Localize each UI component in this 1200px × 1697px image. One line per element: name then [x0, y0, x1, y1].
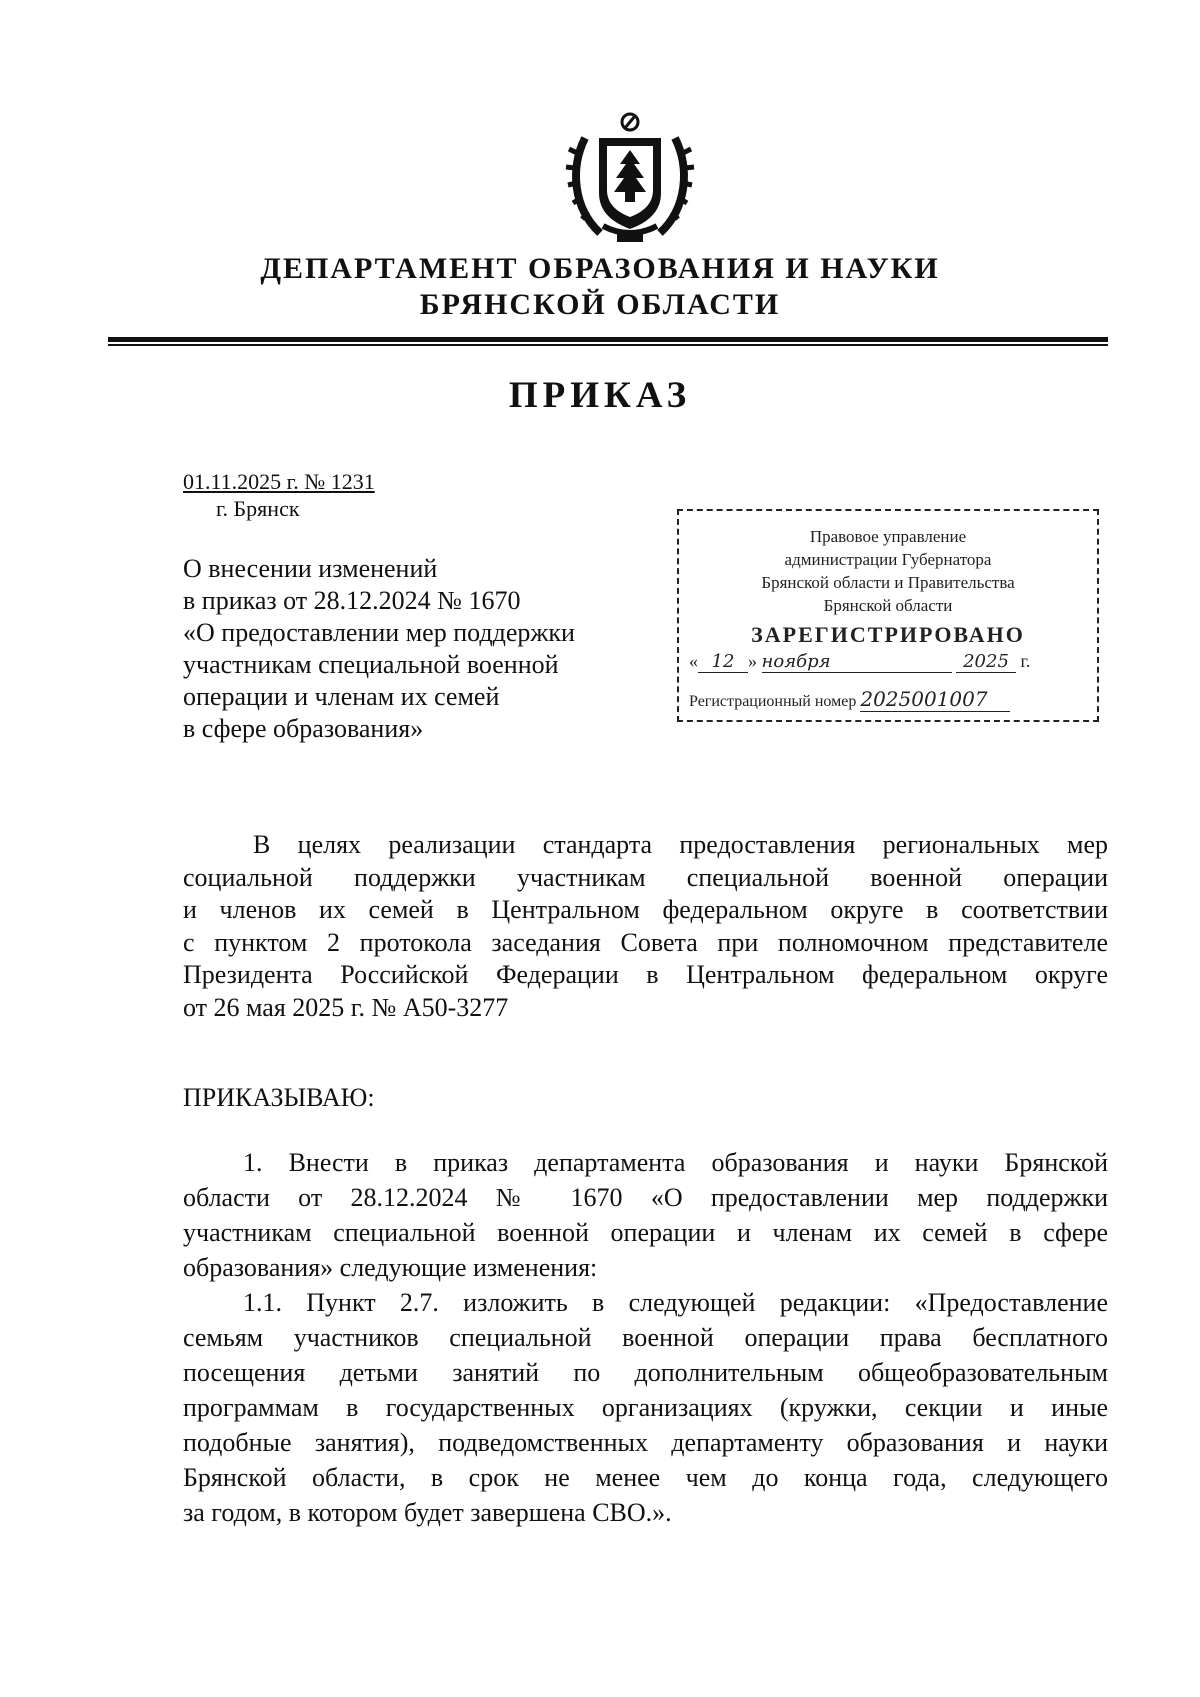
- registration-stamp: [677, 509, 1099, 722]
- item-1-line: 1. Внести в приказ департамента образования и науки Брянской: [243, 1148, 1108, 1177]
- item-1-1-paragraph: [183, 1285, 1108, 1530]
- stamp-authority-line: Правовое управление: [809, 527, 967, 546]
- stamp-date: « 12 » ноября 2025 г.: [689, 651, 1031, 672]
- subject-line: «О предоставлении мер поддержки: [183, 618, 575, 647]
- subject-line: участникам специальной военной: [183, 650, 559, 679]
- item-1-1-line: посещения детьми занятий по дополнительным общеобразовательным: [183, 1358, 1108, 1387]
- stamp-day: 12: [698, 651, 748, 673]
- subject-line: в приказ от 28.12.2024 № 1670: [183, 586, 521, 615]
- organization-name: ДЕПАРТАМЕНТ ОБРАЗОВАНИЯ И НАУКИ: [260, 252, 940, 285]
- city: г. Брянск: [216, 496, 300, 521]
- item-1-1-line: за годом, в котором будет завершена СВО.».: [183, 1498, 672, 1527]
- coat-of-arms-icon: [565, 108, 695, 248]
- item-1-line: образования» следующие изменения:: [183, 1253, 598, 1282]
- preamble-line: Президента Российской Федерации в Центральном федеральном округе: [183, 960, 1108, 989]
- subject-line: операции и членам их семей: [183, 682, 500, 711]
- item-1-1-line: программам в государственных организациях (кружки, секции и иные: [183, 1393, 1108, 1422]
- stamp-year: 2025: [956, 651, 1016, 673]
- item-1-paragraph: [183, 1145, 1108, 1285]
- stamp-reg-label: Регистрационный номер: [689, 693, 857, 710]
- stamp-month: ноября: [762, 651, 952, 673]
- header-divider: [108, 337, 1108, 342]
- document-title: ПРИКАЗ: [508, 375, 692, 416]
- preamble-line: от 26 мая 2025 г. № А50-3277: [183, 992, 509, 1022]
- item-1-1-line: 1.1. Пункт 2.7. изложить в следующей редакции: «Предоставление: [243, 1288, 1108, 1317]
- preamble-line: с пунктом 2 протокола заседания Совета при полномочном представителе: [183, 927, 1108, 957]
- preamble-paragraph: [183, 829, 1108, 1024]
- command-word: ПРИКАЗЫВАЮ:: [183, 1083, 375, 1112]
- stamp-authority-line: Брянской области: [823, 596, 953, 615]
- item-1-line: участникам специальной военной операции и членам их семей в сфере: [183, 1218, 1108, 1247]
- stamp-reg-number: 2025001007: [860, 687, 1010, 712]
- item-1-line: области от 28.12.2024 № 1670 «О предоставлении мер поддержки: [183, 1183, 1108, 1212]
- stamp-year-suffix: г.: [1020, 651, 1031, 671]
- subject-line: О внесении изменений: [183, 554, 438, 583]
- date-number: 01.11.2025 г. № 1231: [183, 469, 375, 494]
- preamble-line: и членов их семей в Центральном федеральном округе в соответствии: [183, 895, 1108, 924]
- stamp-authority-line: администрации Губернатора: [784, 550, 992, 569]
- organization-region: БРЯНСКОЙ ОБЛАСТИ: [419, 288, 781, 321]
- header-divider-thin: [108, 344, 1108, 346]
- item-1-1-line: подобные занятия), подведомственных департаменту образования и науки: [183, 1428, 1108, 1457]
- preamble-line: социальной поддержки участникам специальной военной операции: [183, 862, 1108, 892]
- item-1-1-line: Брянской области, в срок не менее чем до конца года, следующего: [183, 1463, 1108, 1492]
- preamble-line: В целях реализации стандарта предоставления региональных мер: [253, 830, 1108, 859]
- order-subject: [183, 553, 653, 745]
- stamp-reg-number-row: [689, 687, 1089, 712]
- item-1-1-line: семьям участников специальной военной операции права бесплатного: [183, 1323, 1108, 1352]
- stamp-status: ЗАРЕГИСТРИРОВАНО: [751, 622, 1025, 647]
- subject-line: в сфере образования»: [183, 714, 424, 743]
- stamp-authority-line: Брянской области и Правительства: [761, 573, 1015, 592]
